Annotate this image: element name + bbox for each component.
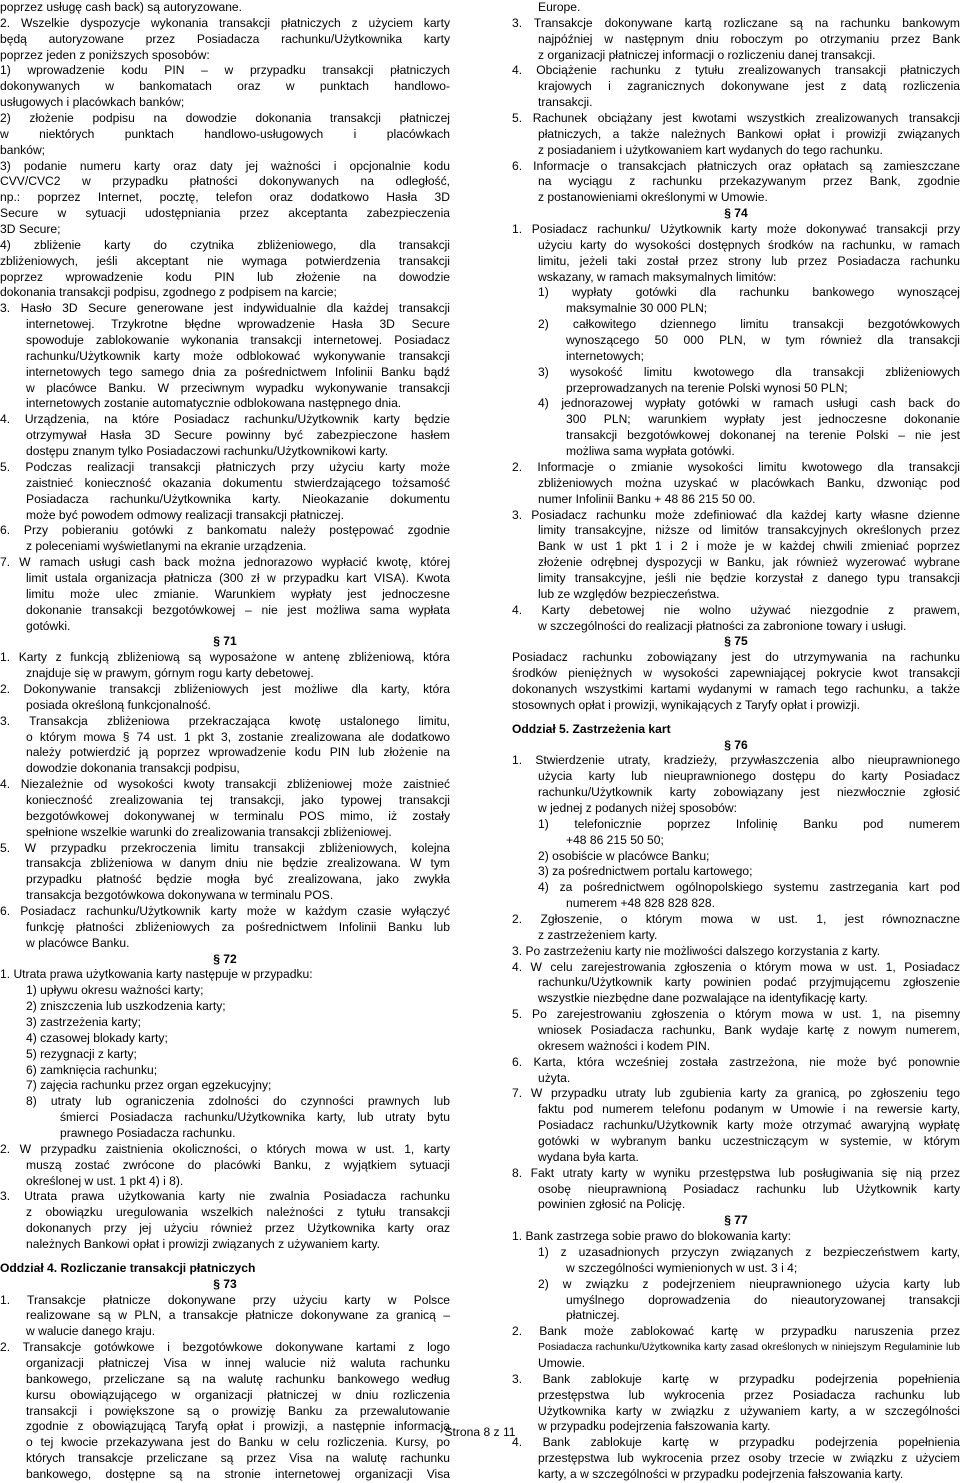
text-line: 5. Podczas realizacji transakcji płatniczych przy użyciu karty może bbox=[0, 459, 450, 474]
text-line: z postanowieniami określonymi w Umowie. bbox=[538, 190, 768, 205]
text-line: numer Infolinii Banku + 48 86 215 50 00. bbox=[538, 491, 756, 506]
text-line: Europe. bbox=[538, 0, 581, 14]
text-line: w szczególności wymienionych w ust. 3 i 4; bbox=[566, 1260, 798, 1275]
text-line: 1) telefonicznie poprzez Infolinię Banku pod numerem bbox=[538, 816, 960, 831]
text-line: okresem ważności i kodem PIN. bbox=[538, 1038, 711, 1053]
text-line: w niektórych punktach handlowo-usługowych i placówkach bbox=[0, 126, 450, 141]
section-heading: § 71 bbox=[213, 634, 237, 649]
text-line: dokonywanych w bankomatach oraz w punktach handlowo- bbox=[0, 79, 450, 94]
text-line: w placówce Banku. bbox=[26, 935, 130, 950]
text-line: 5. Po zarejestrowaniu zgłoszenia o którym mowa w ust. 1, na pisemny bbox=[512, 1007, 960, 1022]
text-line: krajowych i zagranicznych dokonywane jest z datą rozliczenia bbox=[538, 79, 960, 94]
text-line: 4. Obciążenie rachunku z tytułu zrealizowanych transakcji płatniczych bbox=[512, 63, 960, 78]
text-line: transakcji bezgotówkowej dokonanej na terenie Polski – nie jest bbox=[566, 428, 960, 443]
section-heading: § 74 bbox=[724, 206, 748, 221]
text-line: limitu może ulec zmianie. Warunkiem wypłaty jest jednoczesne bbox=[26, 586, 450, 601]
text-line: 1) wypłaty gotówki dla rachunku bankowego wynoszącej bbox=[538, 285, 960, 300]
text-line: o tej kwocie przekazywana jest do Banku w celu rozliczenia. Kursy, po bbox=[26, 1435, 450, 1450]
section-heading: § 72 bbox=[213, 951, 237, 966]
text-line: bankowego, przeliczane są na walutę rachunku bankowego według bbox=[26, 1371, 450, 1386]
text-line: transakcji. bbox=[538, 95, 593, 110]
text-line: Użytkownika karty w związku z używaniem karty, a w szczególności bbox=[538, 1403, 960, 1418]
text-line: w szczególności do realizacji płatności za zabronione towary i usługi. bbox=[538, 618, 907, 633]
text-line: z organizacji płatniczej informacji o rozliczeniu danej transakcji. bbox=[538, 47, 876, 62]
text-line: wydana była karta. bbox=[538, 1149, 639, 1164]
text-line: banków; bbox=[0, 142, 46, 157]
text-line: 1. Stwierdzenie utraty, kradzieży, przywłaszczenia albo nieuprawnionego bbox=[512, 753, 960, 768]
text-line: 3. Utrata prawa użytkowania karty nie zwalnia Posiadacza rachunku bbox=[0, 1189, 450, 1204]
text-line: karty, a w szczególności w przypadku podejrzenia fałszowania karty. bbox=[538, 1467, 904, 1482]
text-line: w placówce Banku. W przeciwnym wypadku wykonywanie transakcji bbox=[26, 380, 450, 395]
text-line: transakcja zbliżeniowa w danym dniu nie będzie zrealizowana. W tym bbox=[26, 856, 450, 871]
text-line: z obowiązku uregulowania wszelkich należności z tytułu transakcji bbox=[26, 1205, 450, 1220]
section-heading: § 77 bbox=[724, 1213, 748, 1228]
text-line: 4) jednorazowej wypłaty gotówki w ramach usługi cash back do bbox=[538, 396, 960, 411]
text-line: 3. Transakcja zbliżeniowa przekraczająca kwotę ustalonego limitu, bbox=[0, 713, 450, 728]
text-line: użyta. bbox=[538, 1070, 571, 1085]
text-line: użycia karty lub nieuprawnionego dostępu do karty Posiadacz bbox=[538, 769, 960, 784]
text-line: 2) zniszczenia lub uszkodzenia karty; bbox=[26, 999, 226, 1014]
text-line: prawnego Posiadacza rachunku. bbox=[60, 1126, 236, 1141]
text-line: spełnione wszelkie warunki do zrealizowania transakcji zbliżeniowej. bbox=[26, 824, 392, 839]
section-heading: § 76 bbox=[724, 737, 748, 752]
left-column bbox=[0, 0, 450, 1483]
text-line: kursu obowiązującego w organizacji płatniczej w dniu rozliczenia bbox=[26, 1387, 450, 1402]
text-line: 7. W przypadku utraty lub zgubienia karty za granicą, po zgłoszeniu tego bbox=[512, 1086, 960, 1101]
text-line: usługowych i placówkach banków; bbox=[0, 95, 185, 110]
text-line: przypadku płatność będzie mogła być zrealizowana, jako zwykła bbox=[26, 872, 450, 887]
text-line: umyślnego doprowadzenia do nieautoryzowanej transakcji bbox=[566, 1292, 960, 1307]
text-line: dokonania transakcji podpisu, zgodnego z podpisem na karcie; bbox=[0, 285, 337, 300]
text-line: 6. Informacje o transakcjach płatniczych oraz opłatach są zamieszczane bbox=[512, 158, 960, 173]
text-line: 2) osobiście w placówce Banku; bbox=[538, 848, 710, 863]
text-line: 4. Bank zablokuje kartę w przypadku podejrzenia popełnienia bbox=[512, 1435, 960, 1450]
text-line: 2) w związku z podejrzeniem nieuprawnionego użycia karty lub bbox=[538, 1276, 960, 1291]
text-line: z poleceniami wyświetlanymi na ekranie urządzenia. bbox=[26, 539, 307, 554]
text-line: z posiadaniem i użytkowaniem kart wydanych do tego rachunku. bbox=[538, 142, 883, 157]
text-line: zaistnieć konieczność okazania dokumentu stwierdzającego tożsamość bbox=[26, 475, 450, 490]
text-line: 7. W ramach usługi cash back można jednorazowo wypłacić kwotę, której bbox=[0, 555, 450, 570]
text-line: 1. Karty z funkcją zbliżeniową są wyposażone w antenę zbliżeniową, która bbox=[0, 650, 450, 665]
text-line: rachunku/Użytkownik karty może odblokować wykonywanie transakcji bbox=[26, 348, 450, 363]
text-line: 4. W celu zarejestrowania zgłoszenia o którym mowa w ust. 1, Posiadacz bbox=[512, 959, 960, 974]
text-line: 5. W przypadku przekroczenia limitu transakcji zbliżeniowych, kolejna bbox=[0, 840, 450, 855]
text-line: limitu, jeżeli taki został przez strony lub przez Posiadacza rachunku bbox=[538, 253, 960, 268]
text-line: 1. Posiadacz rachunku/ Użytkownik karty może dokonywać transakcji przy bbox=[512, 222, 960, 237]
text-line: maksymalnie 30 000 PLN; bbox=[566, 301, 708, 316]
text-line: posiada określoną funkcjonalność. bbox=[26, 697, 211, 712]
text-line: Posiadacza rachunku/Użytkownika karty zasad określonych w niniejszym Regulaminie lub bbox=[538, 1341, 960, 1354]
text-line: poprzez wprowadzenie kodu PIN lub złożenie na dowodzie bbox=[0, 269, 450, 284]
text-line: 3D Secure; bbox=[0, 222, 61, 237]
text-line: 2) całkowitego dziennego limitu transakcji bezgotówkowych bbox=[538, 317, 960, 332]
text-line: 3) zastrzeżenia karty; bbox=[26, 1015, 141, 1029]
text-line: bezgotówkowej dokonywanej w terminalu POS mimo, iż zostały bbox=[26, 808, 450, 823]
text-line: najpóźniej w następnym dniu roboczym po otrzymaniu przez Bank bbox=[538, 31, 960, 46]
text-line: 8) utraty lub ograniczenia zdolności do czynności prawnych lub bbox=[26, 1094, 450, 1109]
text-line: gotówki w wybranym banku uczestniczącym w systemie, w którym bbox=[538, 1134, 960, 1149]
text-line: organizacji płatniczej Visa w innej walucie niż waluta rachunku bbox=[26, 1356, 450, 1371]
text-line: realizowane są w PLN, a transakcje płatnicze dokonywane za granicą – bbox=[26, 1308, 450, 1323]
text-line: gotówki. bbox=[26, 618, 71, 633]
text-line: należy potwierdzić ją poprzez wprowadzenie kodu PIN lub złożenie na bbox=[26, 745, 450, 760]
text-line: 3) podanie numeru karty oraz daty jej ważności i opcjonalnie kodu bbox=[0, 158, 450, 173]
text-line: środków pieniężnych w wysokości zapewniającej pokrycie kwot transakcji bbox=[512, 666, 960, 681]
text-line: w walucie danego kraju. bbox=[26, 1324, 156, 1339]
text-line: 1. Utrata prawa użytkowania karty następuje w przypadku: bbox=[0, 967, 313, 982]
text-line: bankowego, dostępne są na stronie internetowej organizacji Visa bbox=[26, 1467, 450, 1482]
text-line: 2) złożenie podpisu na dowodzie dokonania transakcji płatniczej bbox=[0, 111, 450, 126]
text-line: których transakcje przeliczane są przez Visa na walutę rachunku bbox=[26, 1451, 450, 1466]
text-line: 2. Transakcje gotówkowe i bezgotówkowe dokonywane kartami z logo bbox=[0, 1340, 450, 1355]
right-column bbox=[512, 0, 960, 1483]
text-line: lub ze względów bezpieczeństwa. bbox=[538, 586, 720, 601]
text-line: 3. Po zastrzeżeniu karty nie możliwości dalszego korzystania z karty. bbox=[512, 943, 881, 958]
text-line: osobę nieuprawnioną Posiadacz rachunku lub Użytkownik karty bbox=[538, 1181, 960, 1196]
text-line: przestępstwa lub wykrocenia przez Posiadacza rachunku lub bbox=[538, 1387, 960, 1402]
text-line: 1) z uzasadnionych przyczyn związanych z bezpieczeństwem karty, bbox=[538, 1245, 960, 1260]
text-line: 3) wysokość limitu kwotowego dla transakcji zbliżeniowych bbox=[538, 364, 960, 379]
text-line: Posiadacz rachunku zobowiązany jest do utrzymywania na rachunku bbox=[512, 650, 960, 665]
text-line: wskazany, w ramach maksymalnych limitów: bbox=[538, 269, 777, 284]
text-line: może być powodem odmowy realizacji transakcji płatniczej. bbox=[26, 507, 344, 522]
text-line: 4) za pośrednictwem ogólnopolskiego systemu zastrzegania kart pod bbox=[538, 880, 960, 895]
text-line: 1. Transakcje płatnicze dokonywane przy użyciu karty w Polsce bbox=[0, 1292, 450, 1307]
text-line: 6. Posiadacz rachunku/Użytkownik karty może w każdym czasie wyłączyć bbox=[0, 903, 450, 918]
text-line: na wyciągu z rachunku przekazywanym przez Bank, zgodnie bbox=[538, 174, 960, 189]
text-line: 300 PLN; warunkiem wypłaty jest jednoczesne dokonanie bbox=[566, 412, 960, 427]
text-line: dowodzie dokonania transakcji podpisu, bbox=[26, 761, 240, 776]
text-line: 1. Bank zastrzega sobie prawo do blokowania karty: bbox=[512, 1229, 791, 1244]
text-line: Posiadacza rachunku/Użytkownika karty. Nieokazanie dokumentu bbox=[26, 491, 450, 506]
text-line: internetowych; bbox=[566, 348, 644, 363]
text-line: zbliżeniowych można uzyskać w placówkach Banku, dzwoniąc pod bbox=[538, 475, 960, 490]
text-line: 2. Dokonywanie transakcji zbliżeniowych jest możliwe dla karty, która bbox=[0, 681, 450, 696]
text-line: 1) wprowadzenie kodu PIN – w przypadku transakcji płatniczych bbox=[0, 63, 450, 78]
text-line: 8. Fakt utraty karty w wyniku przestępstwa lub posługiwania się nią przez bbox=[512, 1165, 960, 1180]
text-line: spowoduje zablokowanie wykonania transakcji internetowej. Posiadacz bbox=[26, 333, 450, 348]
section-heading: § 73 bbox=[213, 1276, 237, 1291]
text-line: 3) za pośrednictwem portalu kartowego; bbox=[538, 864, 753, 879]
text-line: znajduje się w prawym, górnym rogu karty debetowej. bbox=[26, 666, 314, 681]
text-line: konieczność zrealizowania tej transakcji, jako typowej transakcji bbox=[26, 792, 450, 807]
text-line: CVV/CVC2 w przypadku płatności dokonywanych na odległość, bbox=[0, 174, 450, 189]
text-line: wszystkie niezbędne dane pozwalające na identyfikację karty. bbox=[538, 991, 868, 1006]
text-line: 7) zajęcia rachunku przez organ egzekucyjny; bbox=[26, 1078, 272, 1093]
text-line: określonej w ust. 1 pkt 4) i 8). bbox=[26, 1173, 184, 1188]
text-line: wynoszącego 50 000 PLN, w tym również dla transakcji bbox=[566, 333, 960, 348]
text-line: 2. Bank może zablokować kartę w przypadku naruszenia przez bbox=[512, 1324, 960, 1339]
text-line: 4) czasowej blokady karty; bbox=[26, 1030, 168, 1045]
text-line: rachunku/Użytkownik karty zobowiązany jest niezwłocznie zgłosić bbox=[538, 785, 960, 800]
text-line: stosownych opłat i prowizji, wynikających z Taryfy opłat i prowizji. bbox=[512, 697, 860, 712]
text-line: 6) zamknięcia rachunku; bbox=[26, 1062, 158, 1077]
text-line: w przypadku podejrzenia fałszowania karty. bbox=[538, 1419, 771, 1434]
text-line: 5. Rachunek obciążany jest kwotami wszystkich zrealizowanych transakcji bbox=[512, 111, 960, 126]
text-line: wniosek Posiadacza rachunku, Bank wydaje kartę z nowym numerem, bbox=[538, 1023, 960, 1037]
page-footer: Strona 8 z 11 bbox=[444, 1425, 516, 1439]
text-line: będą autoryzowane przez Posiadacza rachunku/Użytkownika karty bbox=[0, 31, 450, 46]
text-line: 3. Transakcje dokonywane kartą rozliczane są na rachunku bankowym bbox=[512, 15, 960, 30]
section-heading: § 75 bbox=[724, 634, 748, 649]
text-line: poprzez jeden z poniższych sposobów: bbox=[0, 47, 210, 62]
text-line: 6. Przy pobieraniu gotówki z bankomatu należy postępować zgodnie bbox=[0, 523, 450, 538]
text-line: otrzymywał Hasła 3D Secure powinny być zabezpieczone hasłem bbox=[26, 428, 450, 443]
text-line: możliwa sama wypłata gotówki. bbox=[566, 444, 735, 459]
text-line: internetowych zostanie automatycznie odblokowana następnego dnia. bbox=[26, 396, 402, 411]
text-line: z zastrzeżeniem karty. bbox=[538, 927, 658, 942]
text-line: +48 86 215 50 50; bbox=[566, 832, 664, 847]
chapter-heading: Oddział 5. Zastrzeżenia kart bbox=[512, 721, 671, 736]
text-line: o którym mowa § 74 ust. 1 pkt 3, zostanie zrealizowana ale dodatkowo bbox=[26, 729, 450, 744]
text-line: 5) rezygnacji z karty; bbox=[26, 1046, 137, 1061]
text-line: dostępu znanym tylko Posiadaczowi rachunku/Użytkownikowi karty. bbox=[26, 444, 389, 459]
text-line: powinien zgłosić na Policję. bbox=[538, 1197, 686, 1212]
text-line: złożenie odrębnej dyspozycji w Banku, jak również wyzerować wybrane bbox=[538, 555, 960, 570]
text-line: płatniczej. bbox=[566, 1308, 620, 1323]
text-line: internetowej. Trzykrotne błędne wprowadzenie Hasła 3D Secure bbox=[26, 317, 450, 332]
text-line: 2. Wszelkie dyspozycje wykonania transakcji płatniczych z użyciem karty bbox=[0, 15, 450, 30]
text-line: 3. Hasło 3D Secure generowane jest indywidualnie dla każdej transakcji bbox=[0, 301, 450, 316]
text-line: limity transakcyjne, jeśli nie będzie korzystał z danego typu transakcji bbox=[538, 570, 960, 585]
text-line: np.: poprzez Internet, pocztę, telefon oraz dodatkowo Hasła 3D bbox=[0, 190, 450, 205]
text-line: 4. Urządzenia, na które Posiadacz rachunku/Użytkownik karty będzie bbox=[0, 412, 450, 427]
text-line: dokonanych przy jej użyciu również przez Użytkownika karty oraz bbox=[26, 1221, 450, 1236]
text-line: dokonanych wszystkimi kartami wydanymi w ramach tego rachunku, a także bbox=[512, 681, 960, 696]
text-line: zbliżeniowych, jeśli akceptant nie wymaga potwierdzenia transakcji bbox=[0, 253, 450, 268]
text-line: muszą zostać zwrócone do placówki Banku, z wyjątkiem sytuacji bbox=[26, 1157, 450, 1172]
text-line: 4. Niezależnie od wysokości kwoty transakcji zbliżeniowej może zaistnieć bbox=[0, 777, 450, 792]
text-line bbox=[512, 714, 960, 722]
text-line: poprzez usługę cash back) są autoryzowane. bbox=[0, 0, 243, 14]
text-line: użyciu karty do wysokości dostępnych środków na rachunku, w ramach bbox=[538, 237, 960, 252]
text-line: funkcję płatności zbliżeniowych za pośrednictwem Infolinii Banku lub bbox=[26, 919, 450, 934]
text-line: faktu pod numerem telefonu podanym w Umowie i na rewersie karty, bbox=[538, 1102, 960, 1117]
text-line: limit ustala organizacja płatnicza (300 zł w przypadku kart VISA). Kwota bbox=[26, 570, 450, 585]
text-line: transakcja bezgotówkowa dokonywana w terminalu POS. bbox=[26, 888, 334, 903]
text-line: dokonanie transakcji bezgotówkowej – nie jest możliwa sama wypłata bbox=[26, 602, 450, 617]
text-line: 3. Bank zablokuje kartę w przypadku podejrzenia popełnienia bbox=[512, 1371, 960, 1386]
text-line: Secure w sytuacji udostępniania przez akceptanta zabezpieczenia bbox=[0, 206, 450, 221]
text-line: 3. Posiadacz rachunku może zdefiniować dla każdej karty własne dzienne bbox=[512, 507, 960, 522]
text-line: 6. Karta, która wcześniej została zastrzeżona, nie może być ponownie bbox=[512, 1054, 960, 1069]
text-line: 4. Karty debetowej nie wolno używać niezgodnie z prawem, bbox=[512, 602, 960, 617]
text-line: Bank w ust 1 pkt 1 i 2 i może je w każdej chwili zmieniać poprzez bbox=[538, 539, 960, 554]
text-line: zgodnie z obowiązującą Taryfą opłat i prowizji, a następnie informacja bbox=[26, 1419, 450, 1434]
text-line bbox=[0, 1253, 450, 1261]
text-line: internetowych tego samego dnia za pośrednictwem Infolinii Banku bądź bbox=[26, 364, 450, 379]
text-line: 2. W przypadku zaistnienia okoliczności, o których mowa w ust. 1, karty bbox=[0, 1141, 450, 1156]
text-line: Posiadacz rachunku/Użytkownik karty może otrzymać awaryjną wypłatę bbox=[538, 1118, 960, 1133]
chapter-heading: Oddział 4. Rozliczanie transakcji płatniczych bbox=[0, 1260, 256, 1275]
text-line: 2. Informacje o zmianie wysokości limitu kwotowego dla transakcji bbox=[512, 459, 960, 474]
text-line: należnych Bankowi opłat i prowizji związanych z używaniem karty. bbox=[26, 1237, 381, 1252]
text-line: Umowie. bbox=[538, 1356, 586, 1371]
text-line: przeprowadzanych na terenie Polski wynosi 50 PLN; bbox=[566, 380, 848, 395]
text-line: 4) zbliżenie karty do czytnika zbliżeniowego, dla transakcji bbox=[0, 237, 450, 252]
text-line: przestępstwa lub wykrocenia przez osoby trzecie w związku z użyciem bbox=[538, 1451, 960, 1466]
text-line: płatniczych, a także należnych Bankowi opłat i prowizji związanych bbox=[538, 126, 960, 141]
text-line: śmierci Posiadacza rachunku/Użytkownika karty, lub utraty bytu bbox=[60, 1110, 450, 1125]
text-line: limity transakcyjne, niższe od limitów transakcyjnych określonych przez bbox=[538, 523, 960, 538]
text-line: 1) upływu okresu ważności karty; bbox=[26, 983, 204, 998]
text-line: rachunku/Użytkownik karty powinien podać przyjmującemu zgłoszenie bbox=[538, 975, 960, 990]
text-line: w jednej z podanych niżej sposobów: bbox=[538, 800, 737, 815]
text-line: transakcji i powiększone są o prowizję Banku za przewalutowanie bbox=[26, 1403, 450, 1418]
text-line: 2. Zgłoszenie, o którym mowa w ust. 1, jest równoznaczne bbox=[512, 911, 960, 926]
text-line: numerem +48 828 828 828. bbox=[566, 896, 715, 911]
